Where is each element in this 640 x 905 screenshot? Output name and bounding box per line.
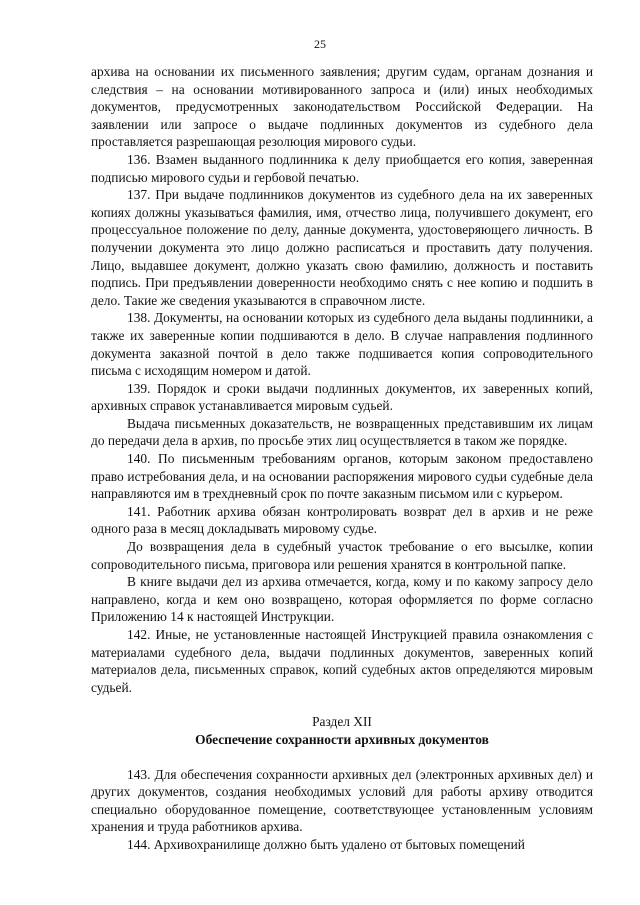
paragraph-137: 137. При выдаче подлинников документов из судебного дела на их заверенных копиях должны указываться фамилия, имя, отчество лица, получившего документ, его процессуальное положение по делу, данные документа, удостоверяющего личность. В получении документа это лицо должно расписаться и проставить дату получения. Лицо, выдавшее документ, должно указать свою фамилию, должность и поставить подпись. При предъявлении доверенности необходимо снять с нее копию и подшить в дело. Такие же сведения указываются в справочном листе.: [91, 187, 593, 308]
paragraph-136: 136. Взамен выданного подлинника к делу приобщается его копия, заверенная подписью мирового судьи и гербовой печатью.: [91, 151, 593, 185]
paragraph-140: 140. По письменным требованиям органов, которым законом предоставлено право истребования дела, и на основании распоряжения мирового судьи судебные дела направляются им в трехдневный срок по почте заказным письмом или с курьером.: [91, 451, 593, 502]
section-heading: Раздел XII: [312, 714, 372, 730]
section-title: Обеспечение сохранности архивных документов: [195, 731, 489, 747]
paragraph-143: 143. Для обеспечения сохранности архивных дел (электронных архивных дел) и других документов, создания необходимых условий для работы архиву отводится специально оборудованное помещение, соответствующее установленным условиям хранения и труда работников архива.: [91, 766, 593, 835]
paragraph-139: 139. Порядок и сроки выдачи подлинных документов, их заверенных копий, архивных справок устанавливается мировым судьей.: [91, 380, 593, 414]
paragraph-142: 142. Иные, не установленные настоящей Инструкцией правила ознакомления с материалами судебного дела, выдачи подлинных документов, заверенных копий материалов дела, письменных справок, копий судебных актов определяются мировым судьей.: [91, 627, 593, 695]
page-number: 25: [314, 37, 326, 51]
page-content: [91, 63, 593, 854]
paragraph-141-book: В книге выдачи дел из архива отмечается, когда, кому и по какому запросу дело направлено, когда и кем оно возвращено, которая оформляется по форме согласно Приложению 14 к настоящей Инструкции.: [91, 574, 593, 625]
paragraph-138: 138. Документы, на основании которых из судебного дела выданы подлинники, а также их заверенные копии подшиваются в дело. В случае направления подлинного документа заказной почтой в дело также подшивается копия сопроводительного письма с исходящим номером и датой.: [91, 310, 593, 379]
paragraph-144: 144. Архивохранилище должно быть удалено от бытовых помещений: [127, 836, 525, 852]
paragraph-141-continued: До возвращения дела в судебный участок требование о его высылке, копии сопроводительного письма, приговора или решения хранятся в контрольной папке.: [91, 539, 593, 572]
paragraph-139-continued: Выдача письменных доказательств, не возвращенных представившим их лицам до передачи дела в архив, по просьбе этих лиц осуществляется в таком же порядке.: [91, 415, 593, 449]
paragraph-continuation: архива на основании их письменного заявления; другим судам, органам дознания и следствия – на основании мотивированного запроса и (или) иных необходимых документов, предусмотренных законодательством Российской Федерации. На заявлении или запросе о выдаче подлинных документов из судебного дела проставляется разрешающая резолюция мирового судьи.: [91, 64, 593, 150]
paragraph-141: 141. Работник архива обязан контролировать возврат дел в архив и не реже одного раза в месяц докладывать мировому судье.: [91, 503, 593, 537]
